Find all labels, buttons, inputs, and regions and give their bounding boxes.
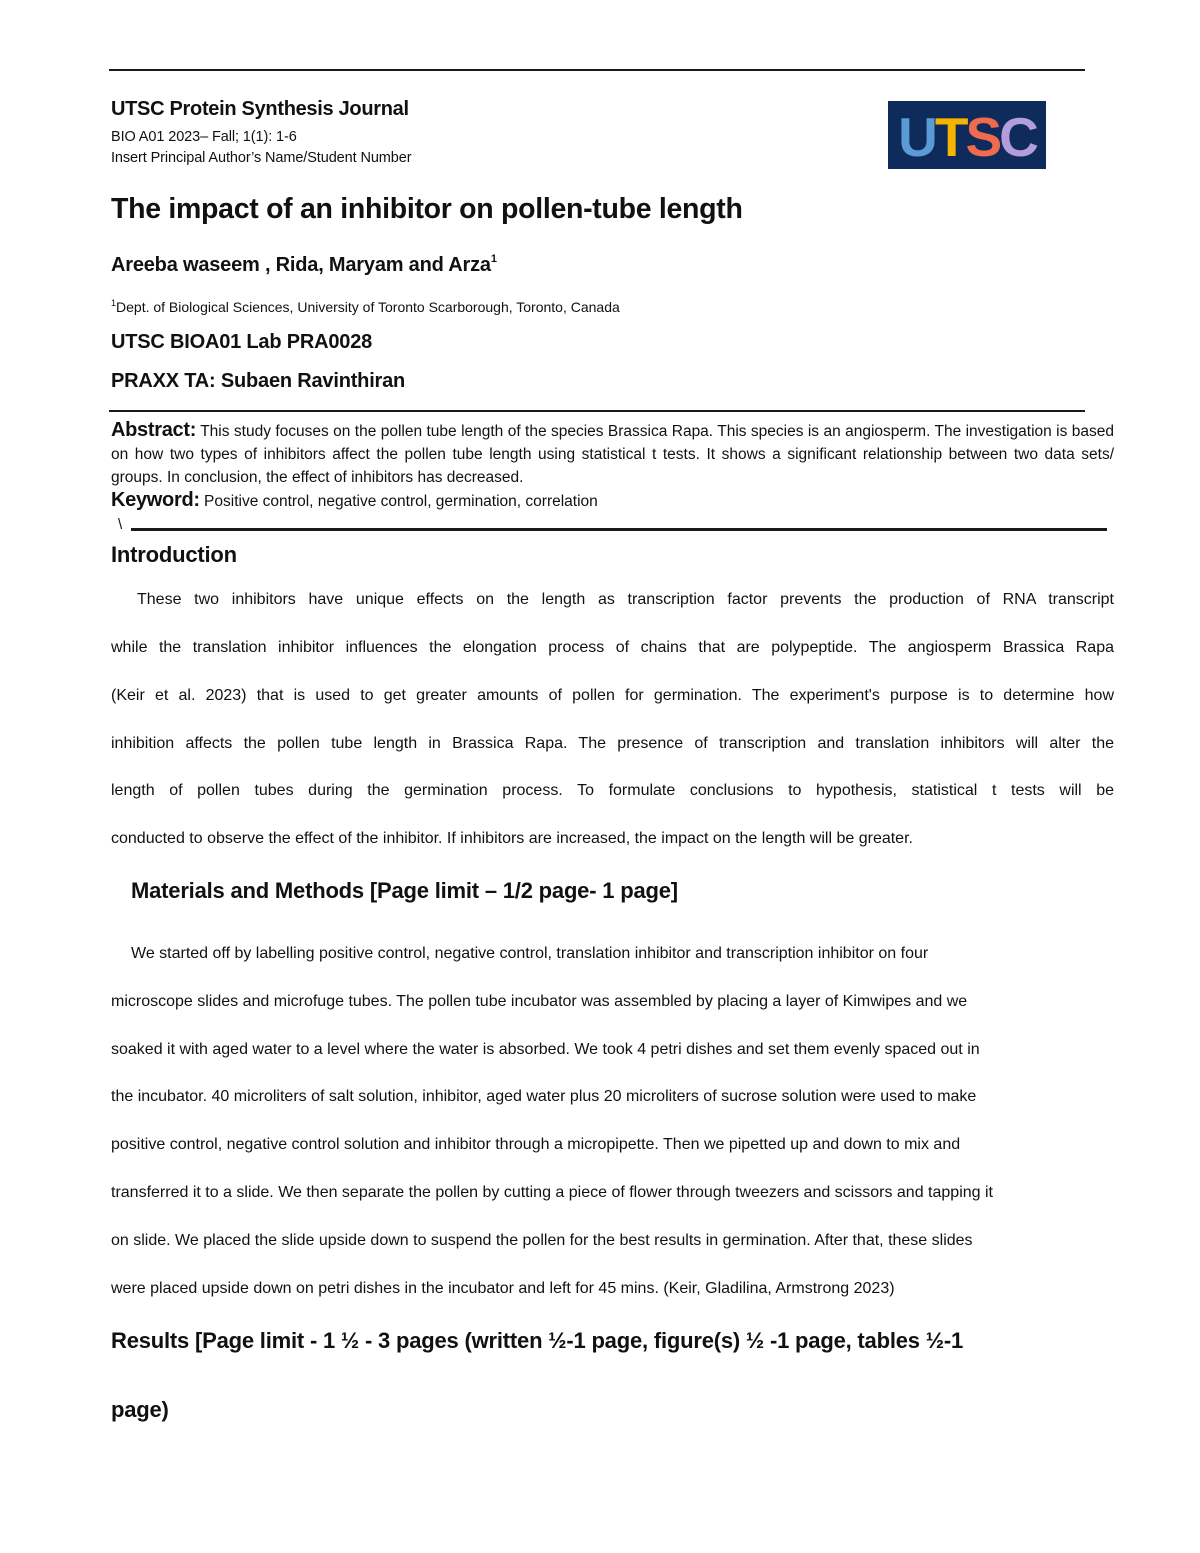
- keywords: [111, 489, 598, 512]
- affiliation-marker: 1: [111, 298, 117, 308]
- methods-line: the incubator. 40 microliters of salt solution, inhibitor, aged water plus 20 microliters of sucrose solution were used to make: [111, 1088, 977, 1105]
- introduction-line: (Keir et al. 2023) that is used to get greater amounts of pollen for germination. The experiment's purpose is to determine how: [111, 687, 1114, 704]
- paper-title: The impact of an inhibitor on pollen-tube length: [111, 193, 743, 225]
- abstract-top-rule: [109, 410, 1085, 412]
- abstract-text: This study focuses on the pollen tube length of the species Brassica Rapa. This species is an angiosperm. The investigation is based on how two types of inhibitors affect the pollen tube length using statistical t tests. It shows a significant relationship between two data sets/ groups. In conclusion, the effect of inhibitors has decreased.: [111, 423, 1114, 486]
- results-heading: Results [Page limit - 1 ½ - 3 pages (written ½-1 page, figure(s) ½ -1 page, tables ½-1: [111, 1328, 964, 1353]
- affiliation: [111, 298, 620, 315]
- keyword-text: Positive control, negative control, germination, correlation: [204, 493, 598, 510]
- abstract: [111, 419, 1114, 489]
- authors-text: Areeba waseem , Rida, Maryam and Arza: [111, 254, 491, 276]
- keyword-label: Keyword:: [111, 489, 200, 511]
- methods-line: microscope slides and microfuge tubes. The pollen tube incubator was assembled by placing a layer of Kimwipes and we: [111, 993, 968, 1010]
- author-list: [111, 253, 497, 277]
- journal-issue: BIO A01 2023– Fall; 1(1): 1-6: [111, 129, 297, 145]
- author-placeholder: Insert Principal Author’s Name/Student Number: [111, 150, 412, 166]
- teaching-assistant: PRAXX TA: Subaen Ravinthiran: [111, 370, 406, 392]
- methods-line: on slide. We placed the slide upside down to suspend the pollen for the best results in germination. After that, these slides: [111, 1232, 973, 1249]
- introduction-line: conducted to observe the effect of the inhibitor. If inhibitors are increased, the impact on the length will be greater.: [111, 830, 913, 847]
- methods-line: transferred it to a slide. We then separate the pollen by cutting a piece of flower through tweezers and scissors and tapping it: [111, 1184, 993, 1201]
- top-rule: [109, 69, 1085, 71]
- introduction-line: These two inhibitors have unique effects on the length as transcription factor prevents the production of RNA transcript: [137, 591, 1114, 608]
- methods-line: were placed upside down on petri dishes in the incubator and left for 45 mins. (Keir, Gladilina, Armstrong 2023): [111, 1280, 895, 1297]
- stray-mark: \: [118, 516, 123, 533]
- svg-text:UTSC: UTSC: [898, 106, 1036, 168]
- results-heading-continued: page): [111, 1397, 169, 1422]
- methods-line: soaked it with aged water to a level where the water is absorbed. We took 4 petri dishes and set them evenly spaced out in: [111, 1041, 980, 1058]
- abstract-label: Abstract:: [111, 419, 197, 441]
- abstract-bottom-rule: [131, 528, 1107, 531]
- author-affiliation-marker: 1: [490, 253, 497, 265]
- methods-heading: Materials and Methods [Page limit – 1/2 page- 1 page]: [131, 878, 678, 903]
- introduction-heading: Introduction: [111, 542, 237, 567]
- affiliation-text: Dept. of Biological Sciences, University of Toronto Scarborough, Toronto, Canada: [116, 299, 620, 315]
- methods-line: positive control, negative control solution and inhibitor through a micropipette. Then we pipetted up and down to mix and: [111, 1136, 961, 1153]
- introduction-line: length of pollen tubes during the germination process. To formulate conclusions to hypothesis, statistical t tests will be: [111, 782, 1114, 799]
- lab-section: UTSC BIOA01 Lab PRA0028: [111, 331, 373, 353]
- introduction-line: inhibition affects the pollen tube length in Brassica Rapa. The presence of transcription and translation inhibitors will alter the: [111, 735, 1114, 752]
- utsc-logo: [888, 101, 1046, 169]
- methods-line: We started off by labelling positive control, negative control, translation inhibitor and transcription inhibitor on four: [131, 945, 929, 962]
- introduction-line: while the translation inhibitor influences the elongation process of chains that are polypeptide. The angiosperm Brassica Rapa: [111, 639, 1114, 656]
- utsc-logo-mark: [888, 101, 1046, 169]
- journal-title: UTSC Protein Synthesis Journal: [111, 98, 409, 120]
